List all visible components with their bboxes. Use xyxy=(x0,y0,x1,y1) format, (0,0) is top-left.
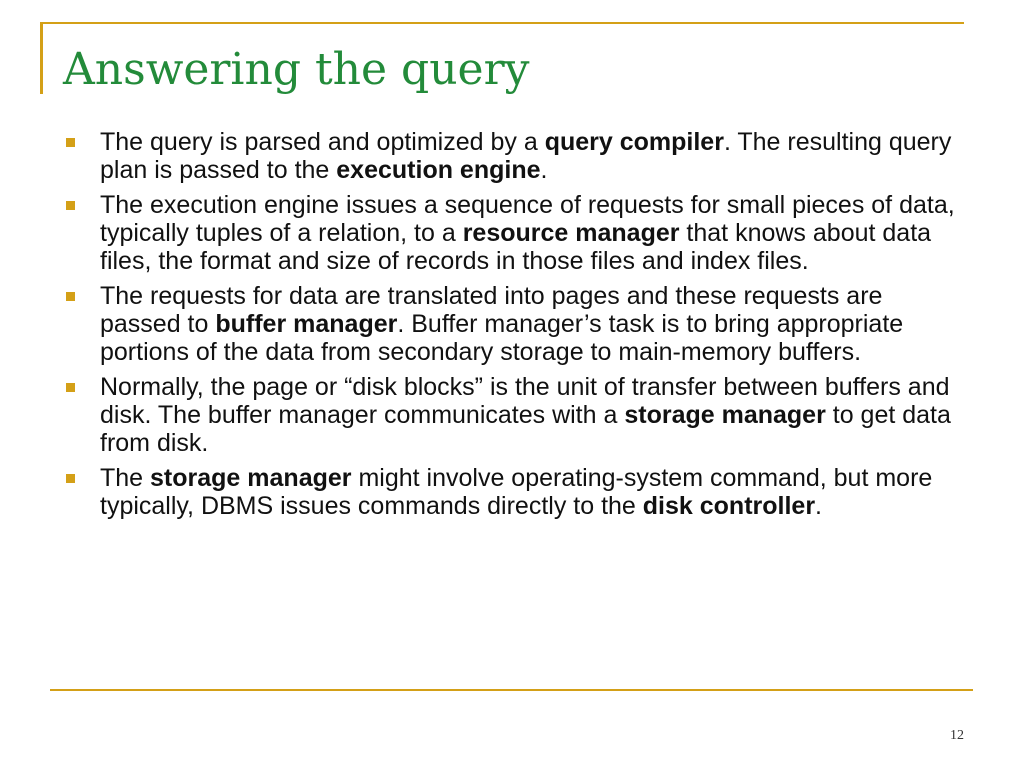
bullet-text: The storage manager might involve operating-system command, but more typically, DBMS issues commands directly to the disk controller. xyxy=(100,464,933,520)
square-bullet-icon xyxy=(66,138,75,147)
bullet-list xyxy=(64,128,964,527)
square-bullet-icon xyxy=(66,201,75,210)
square-bullet-icon xyxy=(66,292,75,301)
bullet-text: The requests for data are translated into pages and these requests are passed to buffer manager. Buffer manager’s task is to bring appropriate portions of the data from secondary storage to main-memory buffers. xyxy=(100,282,904,366)
frame-top-line xyxy=(40,22,964,24)
page-number: 12 xyxy=(950,728,964,743)
footer-divider-line xyxy=(50,689,973,691)
bullet-text: Normally, the page or “disk blocks” is the unit of transfer between buffers and disk. The buffer manager communicates with a storage manager to get data from disk. xyxy=(100,373,951,457)
bullet-item-1 xyxy=(64,128,964,184)
bullet-item-3 xyxy=(64,282,964,366)
bullet-text: The query is parsed and optimized by a query compiler. The resulting query plan is passed to the execution engine. xyxy=(100,128,952,184)
slide-title: Answering the query xyxy=(63,44,530,95)
square-bullet-icon xyxy=(66,383,75,392)
bullet-text: The execution engine issues a sequence of requests for small pieces of data, typically tuples of a relation, to a resource manager that knows about data files, the format and size of records in those files and index files. xyxy=(100,191,955,275)
bullet-item-5 xyxy=(64,464,964,520)
bullet-item-4 xyxy=(64,373,964,457)
square-bullet-icon xyxy=(66,474,75,483)
frame-vertical-line xyxy=(40,22,43,94)
bullet-item-2 xyxy=(64,191,964,275)
